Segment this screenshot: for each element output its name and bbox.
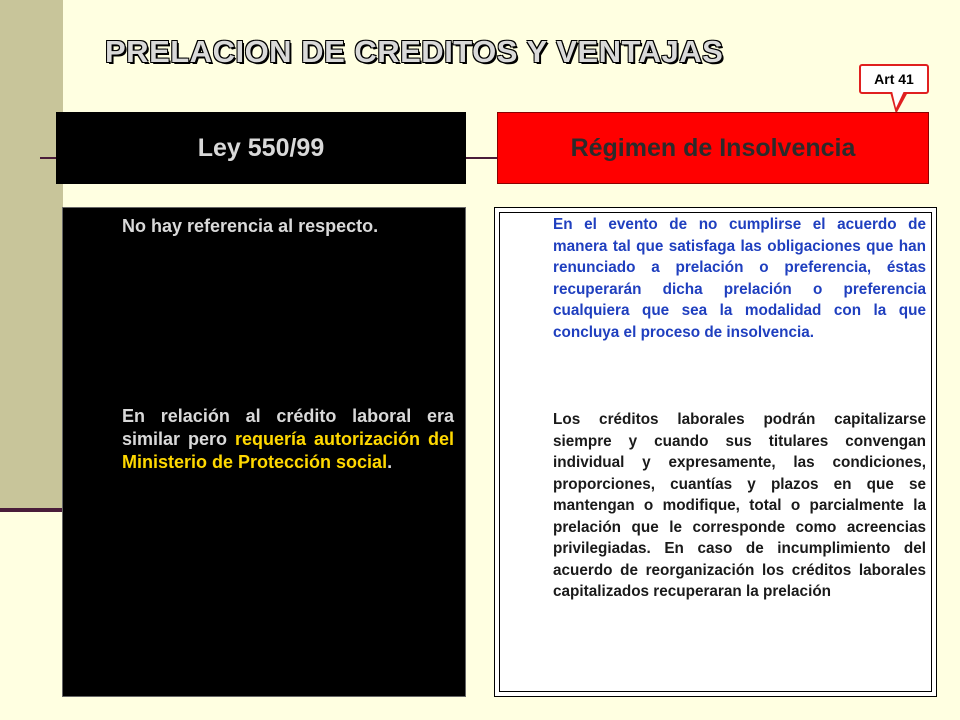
right-paragraph-2: Los créditos laborales podrán capitalizarse siempre y cuando sus titulares convengan individual y expresamente, las condiciones, proporciones, cuantías y plazos en que se mantengan o modifique, total o parcialmente la prelación que le corresponde como acreencias privilegiadas. En caso de incumplimiento del acuerdo de reorganización los créditos laborales capitalizados recuperaran la prelación [553,411,926,600]
left-paragraph-2-start: En relación al crédito laboral era similar pero [122,406,454,449]
connector-line-middle [466,157,498,159]
header-ley-550-label: Ley 550/99 [197,133,325,162]
article-callout-label: Art 41 [874,71,914,87]
right-paragraph-1: En el evento de no cumplirse el acuerdo de manera tal que satisfaga las obligaciones que han renunciado a prelación o preferencia, éstas recuperarán dicha prelación o preferencia cualquiera que sea la modalidad con la que concluya el proceso de insolvencia. [553,216,926,341]
article-callout [859,64,929,94]
left-paragraph-1: No hay referencia al respecto. [122,216,379,236]
bar-underline [0,508,63,512]
page-title: PRELACION DE CREDITOS Y VENTAJAS [105,34,724,69]
left-paragraph-2-highlight: requería autorización del Ministerio de Protección social [122,429,455,472]
header-ley-550 [56,112,466,184]
left-paragraph-2-end: . [387,452,393,472]
header-regimen-label: Régimen de Insolvencia [570,133,856,162]
left-decorative-bar [0,0,63,510]
left-paragraph-2 [122,405,454,474]
header-regimen-insolvencia [497,112,929,184]
callout-tail-fill [892,91,904,108]
